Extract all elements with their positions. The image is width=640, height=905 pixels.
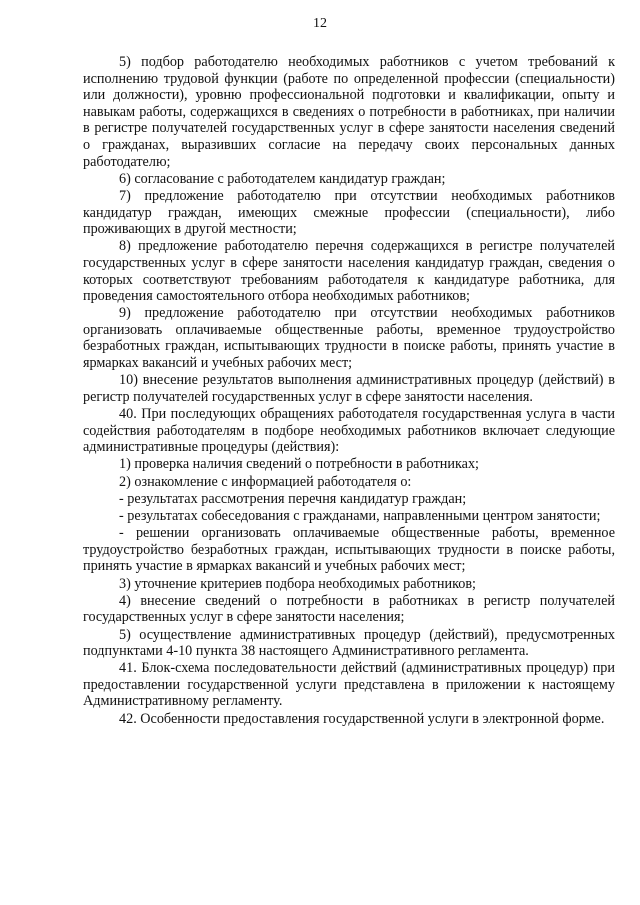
paragraph-dash-1: - результатах рассмотрения перечня кандидатур граждан; (119, 490, 467, 507)
paragraph-clause-42: 42. Особенности предоставления государственной услуги в электронной форме. (119, 710, 605, 727)
paragraph-dash-2: - результатах собеседования с гражданами, направленными центром занятости; (119, 507, 601, 524)
page-number: 12 (313, 16, 327, 31)
paragraph-subitem-2: 2) ознакомление с информацией работодателя о: (119, 473, 412, 490)
paragraph-subitem-4: 4) внесение сведений о потребности в работниках в регистр получателей государственных услуг в сфере занятости населения; (83, 592, 615, 626)
paragraph-subitem-1: 1) проверка наличия сведений о потребности в работниках; (119, 456, 479, 473)
paragraph-item-7: 7) предложение работодателю при отсутствии необходимых работников кандидатур граждан, имеющих смежные профессии (специальности), либо проживающих в другой местности; (83, 187, 615, 238)
paragraph-item-8: 8) предложение работодателю перечня содержащихся в регистре получателей государственных услуг в сфере занятости населения кандидатур граждан, сведения о которых соответствуют требованиям работодателя к кандидатуре работника, для проведения самостоятельного отбора необходимых работников; (83, 238, 615, 305)
paragraph-subitem-5: 5) осуществление административных процедур (действий), предусмотренных подпунктами 4-10 пункта 38 настоящего Административного регламента. (83, 626, 615, 660)
paragraph-item-6: 6) согласование с работодателем кандидатур граждан; (119, 170, 446, 187)
paragraph-clause-40: 40. При последующих обращениях работодателя государственная услуга в части содействия работодателям в подборе необходимых работников включает следующие административные процедуры (действия): (83, 406, 615, 456)
paragraph-item-10: 10) внесение результатов выполнения административных процедур (действий) в регистр получателей государственных услуг в сфере занятости населения. (83, 372, 615, 405)
paragraph-clause-41: 41. Блок-схема последовательности действий (административных процедур) при предоставлении государственной услуги представлена в приложении к настоящему Административному регламенту. (83, 660, 615, 710)
document-body (83, 54, 615, 728)
paragraph-subitem-3: 3) уточнение критериев подбора необходимых работников; (119, 575, 476, 592)
paragraph-item-5: 5) подбор работодателю необходимых работников с учетом требований к исполнению трудовой функции (работе по определенной профессии (специальности) или должности), уровню профессиональной подготовки и квалификации, опыту и навыкам работы, содержащихся в сведениях о потребности в работниках, при наличии в регистре получателей государственных услуг в сфере занятости населения сведений о гражданах, выразивших согласие на передачу своих персональных данных работодателю; (83, 54, 615, 170)
paragraph-dash-3: - решении организовать оплачиваемые общественные работы, временное трудоустройство безработных граждан, испытывающих трудности в поиске работы, принять участие в ярмарках вакансий и учебных рабочих мест; (83, 525, 615, 575)
paragraph-item-9: 9) предложение работодателю при отсутствии необходимых работников организовать оплачиваемые общественные работы, временное трудоустройство безработных граждан, испытывающих трудности в поиске работы, принять участие в ярмарках вакансий и учебных рабочих мест; (83, 305, 615, 372)
